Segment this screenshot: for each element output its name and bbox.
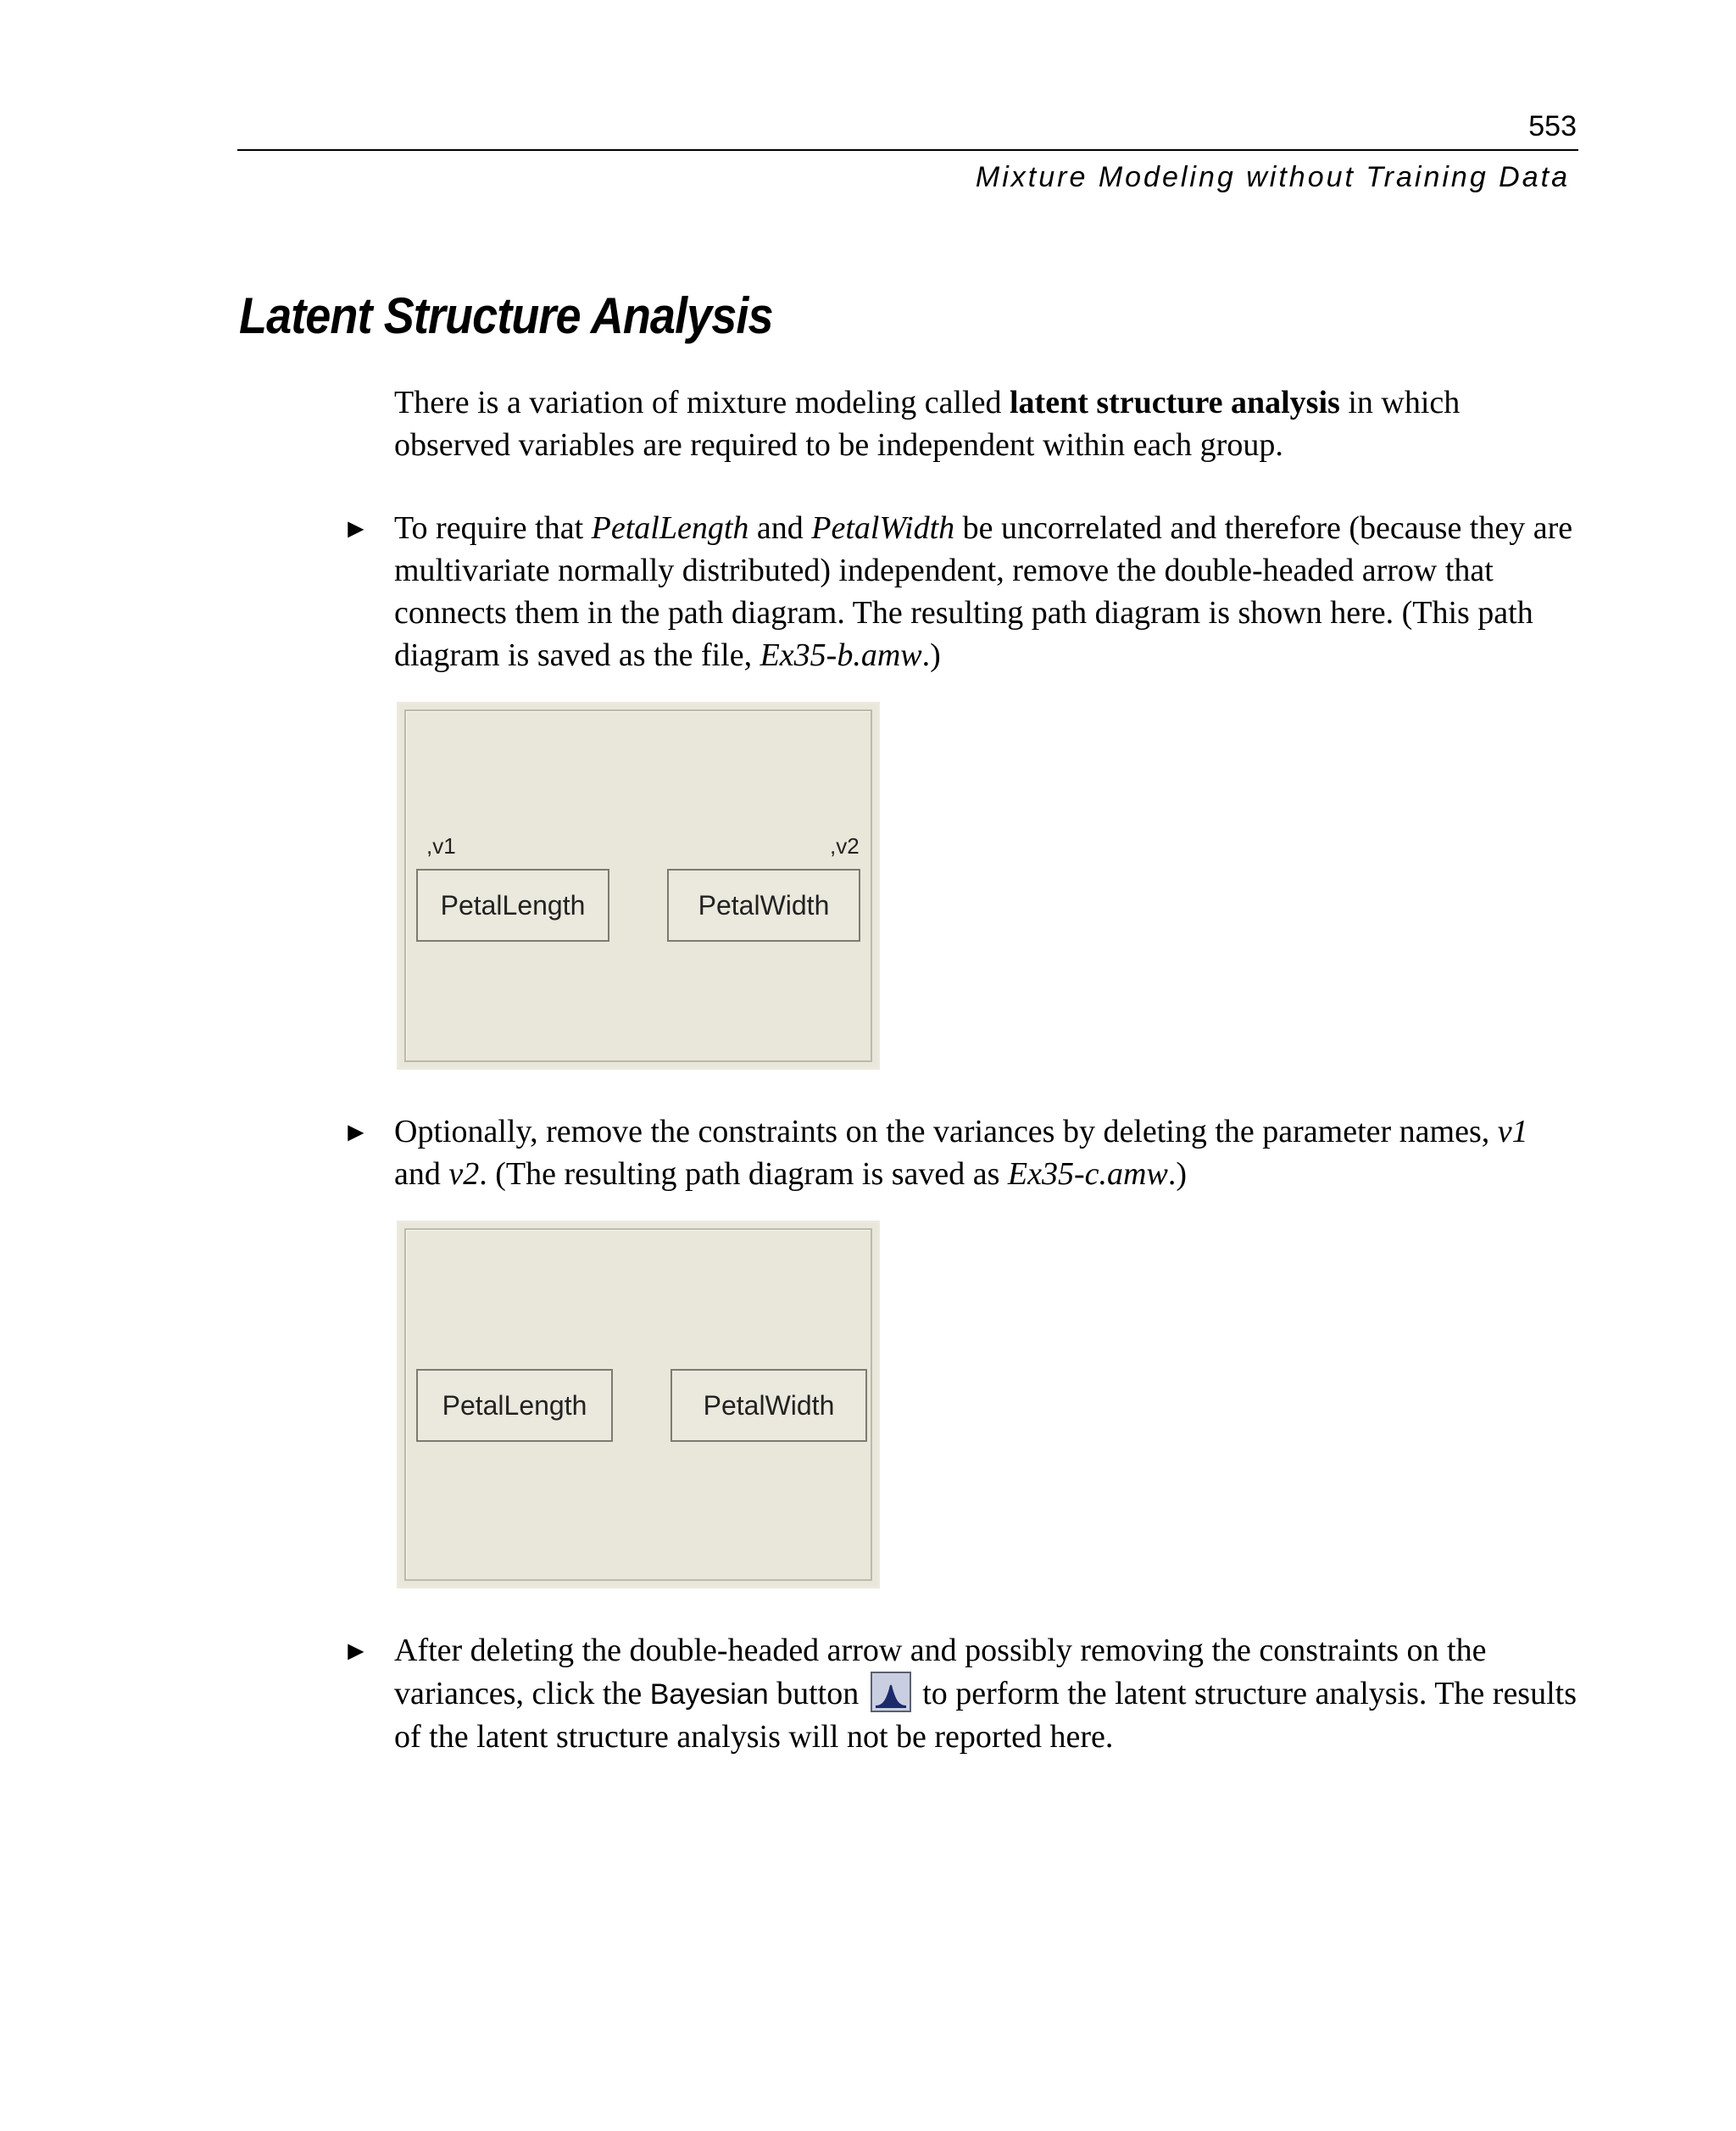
intro-text: There is a variation of mixture modeling called [394,385,1010,420]
file-name: Ex35-b.amw [760,637,922,673]
ui-label-bayesian: Bayesian [649,1678,769,1711]
observed-variable-petal-width[interactable]: PetalWidth [667,869,860,942]
page-number: 553 [1528,110,1577,142]
running-head: Mixture Modeling without Training Data [975,161,1570,193]
step-2-text: and [394,1156,449,1192]
param-label-v1: ,v1 [426,833,456,859]
intro-paragraph [394,381,1581,466]
parameter-name: v2 [448,1156,480,1192]
path-diagram-c [397,1221,880,1589]
variable-name: PetalLength [591,510,749,546]
file-name: Ex35-c.amw [1007,1156,1168,1192]
bullet-icon: ► [342,1116,370,1147]
bullet-icon: ► [342,513,370,543]
step-1-text: and [748,510,812,546]
step-2-text: . (The resulting path diagram is saved as [479,1156,1008,1192]
intro-text: in which observed variables are required to be independent within each group. [394,385,1461,463]
step-3-paragraph [394,1629,1581,1758]
bayesian-icon[interactable] [871,1672,911,1712]
step-3-text: After deleting the double-headed arrow and possibly removing the constraints on the variances, click the [394,1633,1487,1711]
step-2-text: Optionally, remove the constraints on the variances by deleting the parameter names, [394,1114,1498,1149]
intro-term: latent structure analysis [1009,385,1340,420]
bullet-icon: ► [342,1635,370,1666]
step-3-text: button [768,1676,867,1711]
parameter-name: v1 [1497,1114,1528,1149]
path-diagram-b [397,702,880,1070]
observed-variable-petal-width[interactable]: PetalWidth [670,1369,867,1442]
variable-name: PetalWidth [811,510,955,546]
bayesian-icon-glyph [872,1673,910,1711]
step-1-text: .) [921,637,941,673]
section-title: Latent Structure Analysis [239,287,773,344]
param-label-v2: ,v2 [830,833,860,859]
step-1-text: be uncorrelated and therefore (because they are multivariate normally distributed) independent, remove the double-headed arrow that connects them in the path diagram. The resulting path diagram is shown here. (This path diagram is saved as the file, [394,510,1573,673]
step-2-paragraph [394,1110,1581,1195]
header-rule [237,149,1578,151]
observed-variable-petal-length[interactable]: PetalLength [416,1369,613,1442]
step-1-paragraph [394,507,1581,676]
observed-variable-petal-length[interactable]: PetalLength [416,869,609,942]
step-3-text: to perform the latent structure analysis. The results of the latent structure analysis will not be reported here. [394,1676,1577,1755]
step-2-text: .) [1167,1156,1187,1192]
step-1-text: To require that [394,510,592,546]
